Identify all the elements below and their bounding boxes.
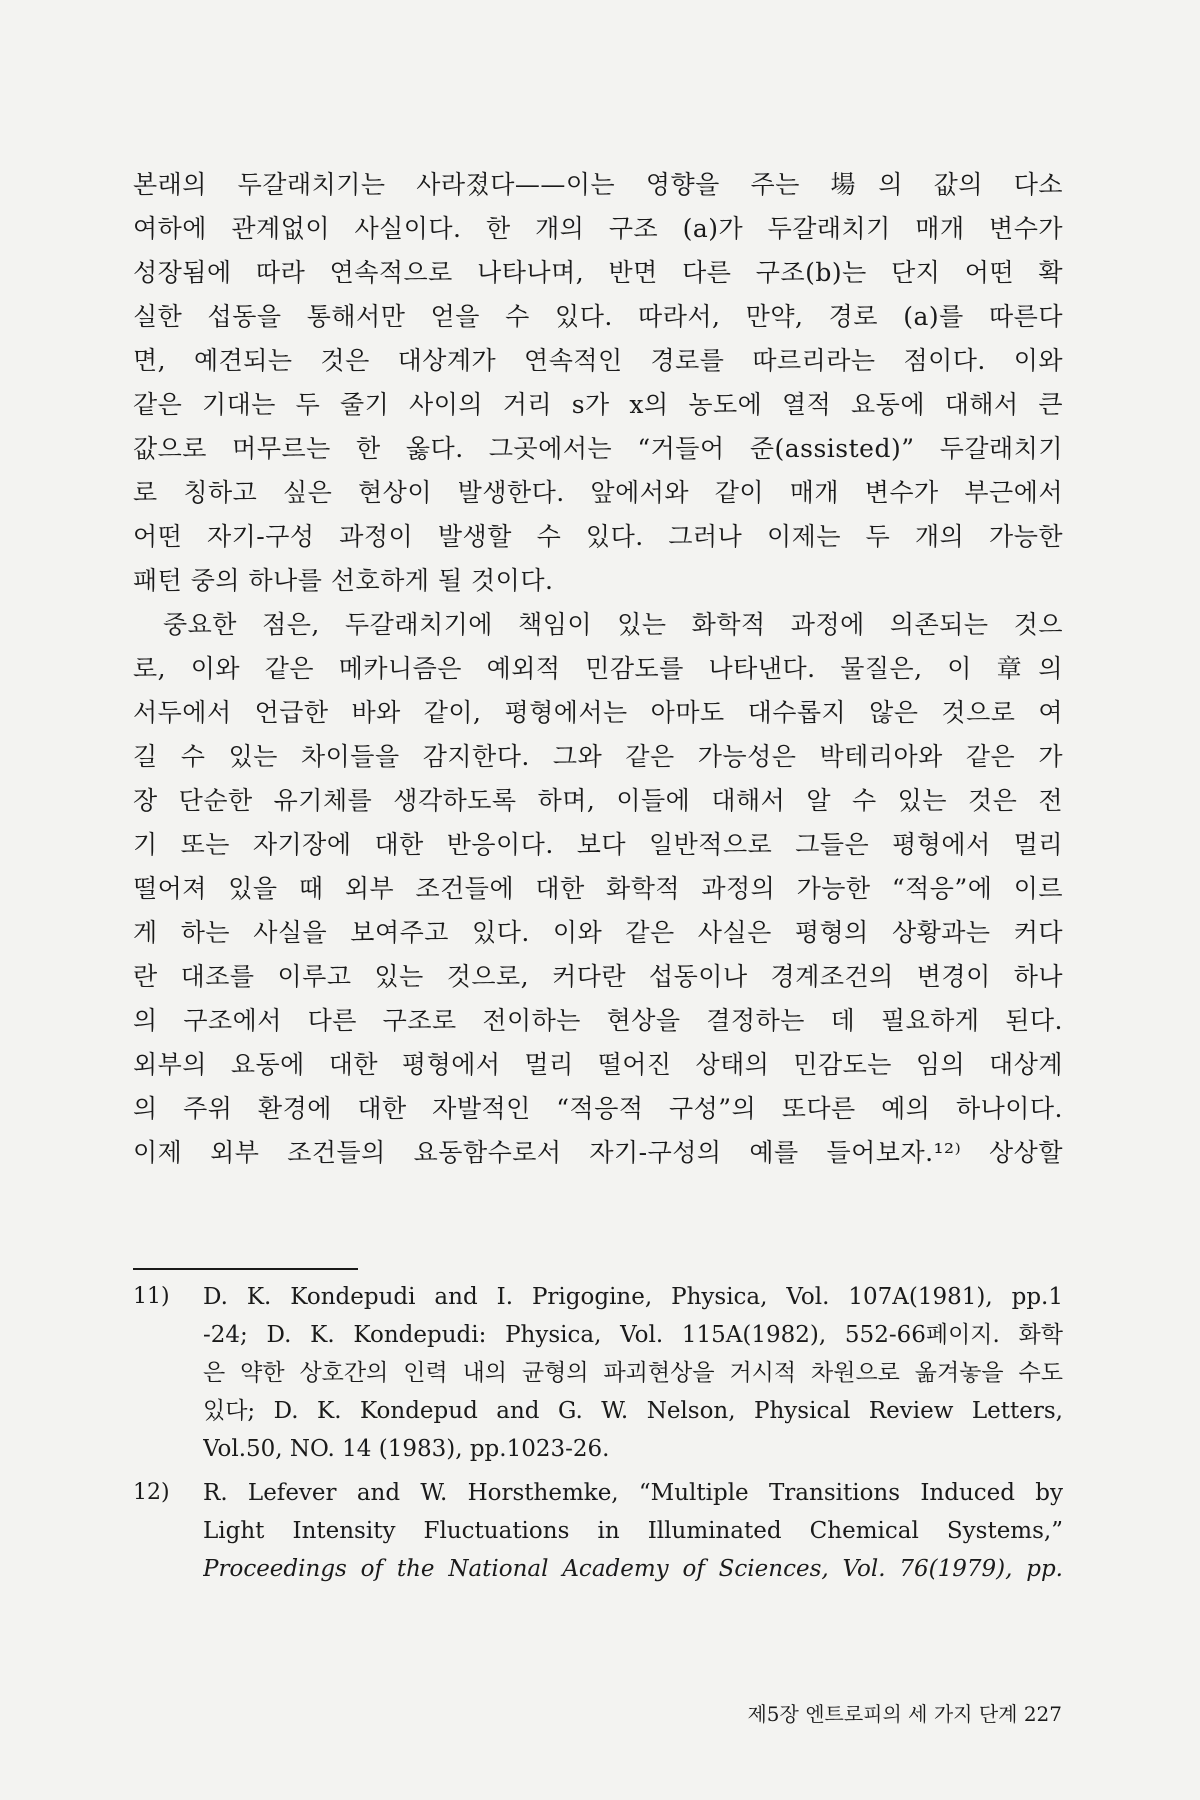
text-line: 어떤 자기-구성 과정이 발생할 수 있다. 그러나 이제는 두 개의 가능한 [133, 522, 1063, 551]
footnote-number: 11) [133, 1284, 170, 1309]
running-footer: 제5장 엔트로피의 세 가지 단계 227 [747, 1702, 1062, 1726]
footnote-line: Light Intensity Fluctuations in Illuminated Chemical Systems,” [203, 1518, 1063, 1544]
footnote-number: 12) [133, 1480, 170, 1505]
footnote-line: Proceedings of the National Academy of Sciences, Vol. 76(1979), pp. [203, 1556, 1063, 1582]
text-line: 길 수 있는 차이들을 감지한다. 그와 같은 가능성은 박테리아와 같은 가 [133, 742, 1063, 771]
text-line: 기 또는 자기장에 대한 반응이다. 보다 일반적으로 그들은 평형에서 멀리 [133, 830, 1063, 859]
text-line: 게 하는 사실을 보여주고 있다. 이와 같은 사실은 평형의 상황과는 커다 [133, 918, 1063, 947]
text-line: 면, 예견되는 것은 대상계가 연속적인 경로를 따르리라는 점이다. 이와 [133, 346, 1063, 375]
text-line: 서두에서 언급한 바와 같이, 평형에서는 아마도 대수롭지 않은 것으로 여 [133, 698, 1063, 727]
text-line: 외부의 요동에 대한 평형에서 멀리 떨어진 상태의 민감도는 임의 대상계 [133, 1050, 1063, 1079]
footnotes [133, 1278, 1063, 1594]
text-line: 로 칭하고 싶은 현상이 발생한다. 앞에서와 같이 매개 변수가 부근에서 [133, 478, 1063, 507]
footnote-line: -24; D. K. Kondepudi: Physica, Vol. 115A(1982), 552-66페이지. 화학 [203, 1322, 1063, 1348]
text-line: 란 대조를 이루고 있는 것으로, 커다란 섭동이나 경계조건의 변경이 하나 [133, 962, 1063, 991]
text-line: 여하에 관계없이 사실이다. 한 개의 구조 (a)가 두갈래치기 매개 변수가 [133, 214, 1063, 243]
footnote-line: 있다; D. K. Kondepud and G. W. Nelson, Physical Review Letters, [203, 1398, 1063, 1424]
text-line: 패턴 중의 하나를 선호하게 될 것이다. [133, 566, 554, 595]
text-line: 같은 기대는 두 줄기 사이의 거리 s가 x의 농도에 열적 요동에 대해서 큰 [133, 390, 1063, 419]
text-line: 의 주위 환경에 대한 자발적인 “적응적 구성”의 또다른 예의 하나이다. [133, 1094, 1063, 1123]
footnote-12 [133, 1474, 1063, 1588]
text-line: 성장됨에 따라 연속적으로 나타나며, 반면 다른 구조(b)는 단지 어떤 확 [133, 258, 1063, 287]
footnote-11 [133, 1278, 1063, 1468]
text-line: 떨어져 있을 때 외부 조건들에 대한 화학적 과정의 가능한 “적응”에 이르 [133, 874, 1063, 903]
text-line: 로, 이와 같은 메카니즘은 예외적 민감도를 나타낸다. 물질은, 이 章의 [133, 654, 1063, 683]
text-line: 본래의 두갈래치기는 사라졌다——이는 영향을 주는 場의 값의 다소 [133, 170, 1063, 199]
footnote-line: 은 약한 상호간의 인력 내의 균형의 파괴현상을 거시적 차원으로 옮겨놓을 수도 [203, 1360, 1063, 1386]
text-line: 장 단순한 유기체를 생각하도록 하며, 이들에 대해서 알 수 있는 것은 전 [133, 786, 1063, 815]
body-text [133, 163, 1063, 1175]
text-line: 실한 섭동을 통해서만 얻을 수 있다. 따라서, 만약, 경로 (a)를 따른다 [133, 302, 1063, 331]
footnote-line: R. Lefever and W. Horsthemke, “Multiple Transitions Induced by [203, 1480, 1063, 1506]
text-line: 중요한 점은, 두갈래치기에 책임이 있는 화학적 과정에 의존되는 것으 [163, 610, 1063, 639]
text-line: 값으로 머무르는 한 옳다. 그곳에서는 “거들어 준(assisted)” 두갈래치기 [133, 434, 1063, 463]
footnote-line: Vol.50, NO. 14 (1983), pp.1023-26. [203, 1436, 610, 1462]
text-line: 의 구조에서 다른 구조로 전이하는 현상을 결정하는 데 필요하게 된다. [133, 1006, 1063, 1035]
text-line: 이제 외부 조건들의 요동함수로서 자기-구성의 예를 들어보자.¹²⁾ 상상할 [133, 1138, 1063, 1167]
footnote-divider [133, 1268, 358, 1270]
footnote-line: D. K. Kondepudi and I. Prigogine, Physica, Vol. 107A(1981), pp.1 [203, 1284, 1063, 1310]
